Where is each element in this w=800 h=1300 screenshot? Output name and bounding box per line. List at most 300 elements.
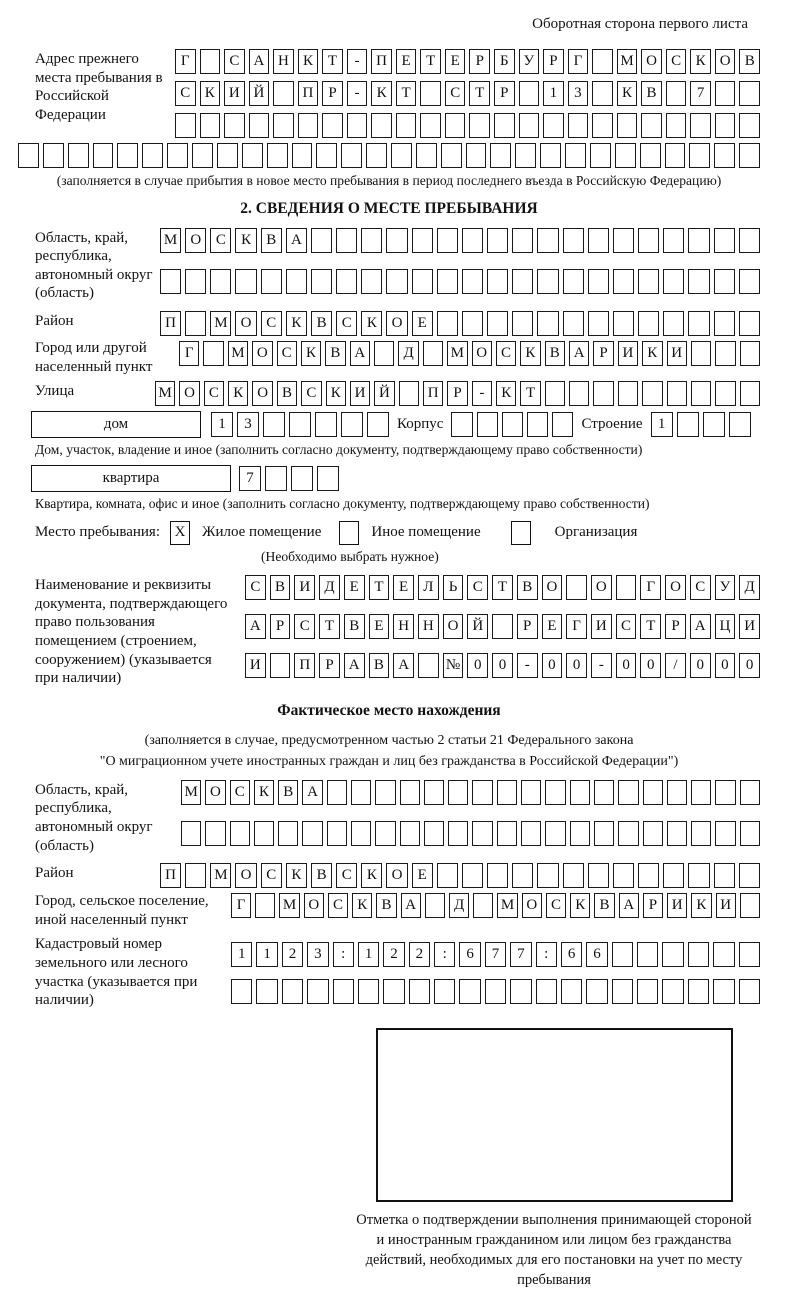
char-cell: Е xyxy=(393,575,414,600)
char-cell: Т xyxy=(319,614,340,639)
char-cell xyxy=(298,113,319,138)
char-cell xyxy=(424,821,444,846)
char-cell xyxy=(315,412,337,437)
char-cell xyxy=(568,113,589,138)
prev-address-block xyxy=(18,49,760,138)
char-cell xyxy=(566,575,587,600)
char-cell xyxy=(93,143,114,168)
char-cell xyxy=(638,269,659,294)
char-cell xyxy=(472,821,492,846)
char-cell: 0 xyxy=(739,653,760,678)
char-cell xyxy=(691,341,711,366)
char-cell: А xyxy=(690,614,711,639)
char-cell xyxy=(502,412,523,437)
char-cell xyxy=(267,143,288,168)
char-cell xyxy=(175,113,196,138)
doc-label: Наименование и реквизиты документа, подтверждающего право пользования помещением (строением, сооружением) (указывается при наличии) xyxy=(35,577,228,687)
char-cell: К xyxy=(690,49,711,74)
char-cell: К xyxy=(642,341,662,366)
char-cell xyxy=(545,821,565,846)
char-cell xyxy=(466,143,487,168)
char-cell: И xyxy=(739,614,760,639)
char-cell xyxy=(347,113,368,138)
char-cell: - xyxy=(347,81,368,106)
char-cell: Е xyxy=(445,49,466,74)
char-cell xyxy=(715,381,735,406)
char-cell xyxy=(497,780,517,805)
char-cell xyxy=(235,269,256,294)
char-cell xyxy=(512,269,533,294)
char-cell xyxy=(317,466,339,491)
char-cell: Р xyxy=(517,614,538,639)
fact-kadastr-row-2 xyxy=(231,979,760,1010)
char-cell: 0 xyxy=(467,653,488,678)
char-cell: К xyxy=(361,311,382,336)
char-cell xyxy=(451,412,472,437)
char-cell xyxy=(448,780,468,805)
fact-gorod-cells xyxy=(231,893,760,929)
char-cell xyxy=(521,780,541,805)
char-cell xyxy=(351,821,371,846)
char-cell xyxy=(663,311,684,336)
char-cell xyxy=(336,228,357,253)
char-cell: О xyxy=(386,863,407,888)
stroenie-cells xyxy=(651,412,751,437)
char-cell xyxy=(641,113,662,138)
char-cell xyxy=(714,863,735,888)
char-cell: 7 xyxy=(239,466,261,491)
char-cell xyxy=(618,821,638,846)
char-cell: О xyxy=(386,311,407,336)
char-cell xyxy=(181,821,201,846)
char-cell xyxy=(400,780,420,805)
char-cell: Г xyxy=(566,614,587,639)
char-cell: 0 xyxy=(640,653,661,678)
char-cell: А xyxy=(302,780,322,805)
char-cell xyxy=(412,228,433,253)
char-cell xyxy=(615,143,636,168)
char-cell xyxy=(68,143,89,168)
char-cell: 2 xyxy=(383,942,404,967)
char-cell xyxy=(588,228,609,253)
char-cell xyxy=(715,341,735,366)
char-cell xyxy=(327,821,347,846)
prev-address-note: (заполняется в случае прибытия в новое место пребывания в период последнего въезда в Российскую Федерацию) xyxy=(56,173,722,188)
char-cell: О xyxy=(665,575,686,600)
char-cell xyxy=(527,412,548,437)
stay-type-option-organization: Организация xyxy=(554,524,638,541)
char-cell: 0 xyxy=(492,653,513,678)
char-cell: М xyxy=(497,893,517,918)
char-cell xyxy=(477,412,498,437)
char-cell xyxy=(43,143,64,168)
char-cell xyxy=(637,979,658,1004)
char-cell xyxy=(448,821,468,846)
char-cell: У xyxy=(715,575,736,600)
char-cell: О xyxy=(179,381,199,406)
char-cell: 6 xyxy=(586,942,607,967)
char-cell xyxy=(662,942,683,967)
char-cell: О xyxy=(235,311,256,336)
char-cell: В xyxy=(311,863,332,888)
char-cell xyxy=(662,979,683,1004)
char-cell: А xyxy=(249,49,270,74)
char-cell: И xyxy=(591,614,612,639)
char-cell xyxy=(739,81,760,106)
char-cell: П xyxy=(423,381,443,406)
char-cell: У xyxy=(519,49,540,74)
char-cell xyxy=(224,113,245,138)
char-cell: Й xyxy=(249,81,270,106)
char-cell xyxy=(291,466,313,491)
fact-note-line-1: (заполняется в случае, предусмотренном частью 2 статьи 21 Федерального закона xyxy=(144,732,634,748)
char-cell: Т xyxy=(640,614,661,639)
char-cell xyxy=(494,113,515,138)
char-cell: О xyxy=(715,49,736,74)
char-cell xyxy=(665,143,686,168)
char-cell: 1 xyxy=(651,412,673,437)
fact-kadastr-cells xyxy=(231,942,760,1009)
char-cell xyxy=(292,143,313,168)
fact-kadastr-row xyxy=(18,934,760,1009)
doc-row-2 xyxy=(245,614,760,649)
char-cell xyxy=(217,143,238,168)
char-cell xyxy=(425,893,445,918)
char-cell: И xyxy=(667,893,687,918)
char-cell: Д xyxy=(449,893,469,918)
apartment-note: Квартира, комната, офис и иное (заполнить согласно документу, подтверждающему право собственности) xyxy=(35,495,650,511)
house-cells xyxy=(211,412,389,437)
fact-oblast-row xyxy=(18,780,760,855)
fact-note xyxy=(18,730,760,772)
char-cell: П xyxy=(371,49,392,74)
char-cell xyxy=(691,381,711,406)
char-cell xyxy=(715,113,736,138)
char-cell: К xyxy=(361,863,382,888)
char-cell: О xyxy=(252,381,272,406)
char-cell xyxy=(739,113,760,138)
char-cell: М xyxy=(447,341,467,366)
char-cell xyxy=(643,780,663,805)
char-cell: Р xyxy=(447,381,467,406)
char-cell xyxy=(497,821,517,846)
char-cell xyxy=(434,979,455,1004)
korpus-cells xyxy=(451,412,573,437)
char-cell: К xyxy=(371,81,392,106)
char-cell: 1 xyxy=(211,412,233,437)
char-cell: И xyxy=(245,653,266,678)
char-cell: - xyxy=(472,381,492,406)
char-cell xyxy=(515,143,536,168)
char-cell xyxy=(386,269,407,294)
char-cell: И xyxy=(294,575,315,600)
char-cell: И xyxy=(716,893,736,918)
char-cell: К xyxy=(235,228,256,253)
char-cell xyxy=(590,143,611,168)
char-cell: С xyxy=(616,614,637,639)
char-cell xyxy=(677,412,699,437)
s2-gorod-cells xyxy=(179,341,760,376)
char-cell xyxy=(588,863,609,888)
fact-oblast-row-1 xyxy=(181,780,760,814)
char-cell: К xyxy=(228,381,248,406)
char-cell xyxy=(361,228,382,253)
char-cell: Е xyxy=(412,311,433,336)
fact-raion-cells xyxy=(160,863,760,888)
char-cell: - xyxy=(591,653,612,678)
char-cell xyxy=(375,780,395,805)
char-cell: 7 xyxy=(485,942,506,967)
char-cell xyxy=(663,863,684,888)
char-cell: А xyxy=(344,653,365,678)
char-cell xyxy=(592,49,613,74)
char-cell: В xyxy=(277,381,297,406)
char-cell: М xyxy=(160,228,181,253)
char-cell xyxy=(255,893,275,918)
char-cell: А xyxy=(350,341,370,366)
char-cell: Н xyxy=(273,49,294,74)
char-cell: С xyxy=(210,228,231,253)
char-cell xyxy=(667,821,687,846)
house-box-label: дом xyxy=(31,411,201,438)
char-cell xyxy=(617,113,638,138)
char-cell xyxy=(487,311,508,336)
char-cell: Т xyxy=(322,49,343,74)
char-cell xyxy=(437,863,458,888)
char-cell: М xyxy=(210,863,231,888)
char-cell: Н xyxy=(418,614,439,639)
char-cell xyxy=(563,863,584,888)
apartment-row xyxy=(31,465,760,492)
char-cell: В xyxy=(344,614,365,639)
char-cell xyxy=(565,143,586,168)
char-cell: 6 xyxy=(459,942,480,967)
char-cell xyxy=(418,653,439,678)
char-cell xyxy=(185,269,206,294)
s2-oblast-row-2 xyxy=(160,269,760,303)
char-cell: И xyxy=(618,341,638,366)
char-cell xyxy=(242,143,263,168)
stroenie-label: Строение xyxy=(581,416,643,433)
char-cell xyxy=(462,269,483,294)
char-cell xyxy=(540,143,561,168)
char-cell: Т xyxy=(520,381,540,406)
char-cell: К xyxy=(352,893,372,918)
char-cell xyxy=(391,143,412,168)
char-cell xyxy=(586,979,607,1004)
char-cell: С xyxy=(328,893,348,918)
char-cell xyxy=(739,228,760,253)
char-cell: А xyxy=(401,893,421,918)
char-cell: - xyxy=(517,653,538,678)
char-cell xyxy=(142,143,163,168)
char-cell: К xyxy=(691,893,711,918)
char-cell: Г xyxy=(175,49,196,74)
char-cell: И xyxy=(224,81,245,106)
char-cell xyxy=(714,143,735,168)
char-cell: Й xyxy=(467,614,488,639)
char-cell: М xyxy=(155,381,175,406)
char-cell xyxy=(618,381,638,406)
char-cell xyxy=(485,979,506,1004)
char-cell: О xyxy=(252,341,272,366)
char-cell xyxy=(366,143,387,168)
char-cell: № xyxy=(443,653,464,678)
char-cell xyxy=(592,81,613,106)
char-cell: С xyxy=(445,81,466,106)
prev-address-cells xyxy=(175,49,760,138)
char-cell: К xyxy=(286,863,307,888)
stay-type-note: (Необходимо выбрать нужное) xyxy=(261,548,439,564)
char-cell xyxy=(399,381,419,406)
char-cell xyxy=(473,893,493,918)
char-cell xyxy=(537,228,558,253)
char-cell: С xyxy=(230,780,250,805)
char-cell xyxy=(663,269,684,294)
char-cell: И xyxy=(350,381,370,406)
char-cell: О xyxy=(522,893,542,918)
char-cell: 3 xyxy=(568,81,589,106)
char-cell xyxy=(341,143,362,168)
char-cell xyxy=(185,863,206,888)
house-row xyxy=(31,411,760,438)
fact-gorod-label: Город, сельское поселение, иной населенный пункт xyxy=(35,893,209,928)
char-cell: С xyxy=(261,311,282,336)
doc-row-3 xyxy=(245,653,760,688)
char-cell xyxy=(740,381,760,406)
char-cell xyxy=(469,113,490,138)
char-cell: В xyxy=(739,49,760,74)
char-cell: С xyxy=(301,381,321,406)
char-cell: В xyxy=(270,575,291,600)
char-cell xyxy=(351,780,371,805)
char-cell: С xyxy=(336,863,357,888)
fact-raion-row xyxy=(18,863,760,888)
apartment-box-label: квартира xyxy=(31,465,231,492)
char-cell xyxy=(666,113,687,138)
char-cell: О xyxy=(591,575,612,600)
char-cell xyxy=(640,143,661,168)
char-cell: О xyxy=(472,341,492,366)
char-cell xyxy=(375,821,395,846)
char-cell: К xyxy=(254,780,274,805)
char-cell xyxy=(638,228,659,253)
char-cell: 2 xyxy=(409,942,430,967)
char-cell xyxy=(667,780,687,805)
char-cell xyxy=(492,614,513,639)
char-cell: А xyxy=(619,893,639,918)
char-cell xyxy=(563,228,584,253)
char-cell xyxy=(462,863,483,888)
char-cell xyxy=(715,821,735,846)
char-cell xyxy=(637,942,658,967)
korpus-label: Корпус xyxy=(397,416,444,433)
char-cell xyxy=(200,113,221,138)
char-cell xyxy=(739,863,760,888)
char-cell: Р xyxy=(319,653,340,678)
char-cell xyxy=(713,979,734,1004)
char-cell xyxy=(588,269,609,294)
char-cell: 1 xyxy=(543,81,564,106)
char-cell: П xyxy=(160,863,181,888)
s2-raion-label: Район xyxy=(35,313,74,330)
char-cell: Й xyxy=(374,381,394,406)
char-cell: О xyxy=(235,863,256,888)
char-cell: 0 xyxy=(690,653,711,678)
char-cell xyxy=(638,311,659,336)
char-cell xyxy=(510,979,531,1004)
char-cell xyxy=(307,979,328,1004)
char-cell xyxy=(203,341,223,366)
char-cell xyxy=(739,311,760,336)
s2-gorod-row xyxy=(18,341,760,376)
char-cell xyxy=(666,81,687,106)
char-cell: 3 xyxy=(307,942,328,967)
char-cell xyxy=(691,780,711,805)
char-cell xyxy=(521,821,541,846)
char-cell: О xyxy=(185,228,206,253)
s2-oblast-cells xyxy=(160,228,760,303)
char-cell: С xyxy=(261,863,282,888)
char-cell: Л xyxy=(418,575,439,600)
char-cell xyxy=(341,412,363,437)
char-cell xyxy=(265,466,287,491)
s2-oblast-row-1 xyxy=(160,228,760,262)
char-cell: М xyxy=(210,311,231,336)
doc-cells xyxy=(245,575,760,688)
char-cell: Д xyxy=(739,575,760,600)
s2-ulitsa-row xyxy=(18,381,760,406)
char-cell xyxy=(703,412,725,437)
char-cell xyxy=(487,228,508,253)
char-cell: В xyxy=(369,653,390,678)
char-cell: Р xyxy=(494,81,515,106)
char-cell xyxy=(437,228,458,253)
doc-block xyxy=(18,575,760,688)
char-cell xyxy=(441,143,462,168)
char-cell xyxy=(358,979,379,1004)
char-cell xyxy=(490,143,511,168)
char-cell xyxy=(594,780,614,805)
char-cell xyxy=(537,863,558,888)
char-cell xyxy=(311,228,332,253)
char-cell xyxy=(570,821,590,846)
fact-title: Фактическое место нахождения xyxy=(277,701,501,719)
section2-title: 2. СВЕДЕНИЯ О МЕСТЕ ПРЕБЫВАНИЯ xyxy=(240,199,538,217)
char-cell xyxy=(519,81,540,106)
char-cell xyxy=(311,269,332,294)
char-cell: : xyxy=(536,942,557,967)
char-cell xyxy=(423,341,443,366)
char-cell: С xyxy=(496,341,516,366)
char-cell xyxy=(618,780,638,805)
char-cell: Р xyxy=(469,49,490,74)
apartment-cells xyxy=(239,466,339,491)
char-cell: 3 xyxy=(237,412,259,437)
char-cell xyxy=(739,942,760,967)
s2-ulitsa-cells xyxy=(155,381,760,406)
char-cell xyxy=(192,143,213,168)
char-cell xyxy=(263,412,285,437)
char-cell xyxy=(740,893,760,918)
char-cell: : xyxy=(434,942,455,967)
char-cell xyxy=(536,979,557,1004)
char-cell xyxy=(688,311,709,336)
char-cell xyxy=(616,575,637,600)
char-cell xyxy=(200,49,221,74)
char-cell xyxy=(261,269,282,294)
char-cell xyxy=(593,381,613,406)
